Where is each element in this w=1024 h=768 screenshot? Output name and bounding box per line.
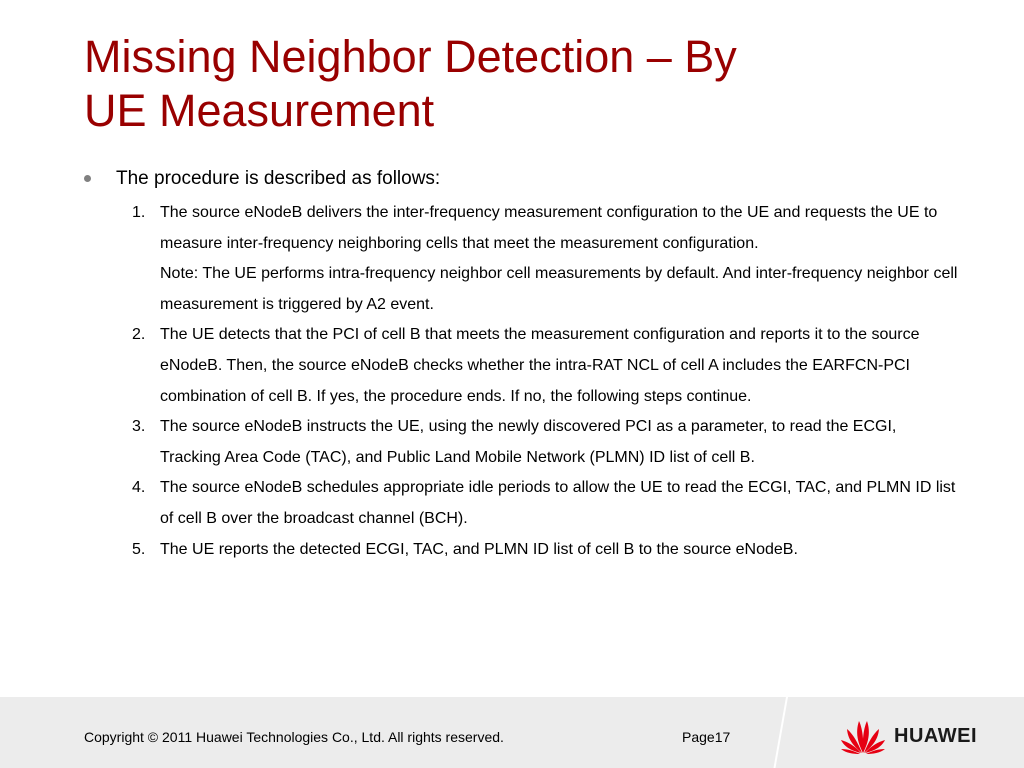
huawei-logo xyxy=(838,715,998,755)
page-number: Page17 xyxy=(682,729,731,745)
intro-text: The procedure is described as follows: xyxy=(116,168,441,189)
copyright-text: Copyright © 2011 Huawei Technologies Co., Ltd. All rights reserved. xyxy=(84,729,504,745)
step-text: The UE reports the detected ECGI, TAC, and PLMN ID list of cell B to the source eNodeB. xyxy=(160,540,798,558)
procedure-step-2 xyxy=(130,320,960,412)
step-number: 1. xyxy=(132,204,146,221)
procedure-step-1 xyxy=(130,198,960,320)
step-number: 5. xyxy=(132,540,146,558)
procedure-step-5 xyxy=(130,535,960,566)
step-number: 3. xyxy=(132,418,146,436)
step-text: The source eNodeB schedules appropriate idle periods to allow the UE to read the ECGI, TAC, and PLMN ID list of cell B over the broadcast channel (BCH). xyxy=(160,479,956,527)
procedure-steps-list xyxy=(130,198,960,565)
step-text: The source eNodeB delivers the inter-frequency measurement configuration to the UE and requests the UE to measure inter-frequency neighboring cells that meet the measurement configuration. xyxy=(160,204,938,252)
procedure-step-4 xyxy=(130,473,960,534)
huawei-logo-text: HUAWEI xyxy=(894,725,977,747)
slide-footer xyxy=(0,697,1024,768)
step-number: 4. xyxy=(132,479,146,497)
step-text: The UE detects that the PCI of cell B that meets the measurement configuration and reports it to the source eNodeB. Then, the source eNodeB checks whether the intra-RAT NCL of cell A includes the EARFCN-PCI combination of cell B. If yes, the procedure ends. If no, the following steps continue. xyxy=(160,326,920,405)
slide-title xyxy=(84,30,984,138)
step-note: Note: The UE performs intra-frequency neighbor cell measurements by default. And inter-frequency neighbor cell measurement is triggered by A2 event. xyxy=(160,265,958,313)
step-text: The source eNodeB instructs the UE, using the newly discovered PCI as a parameter, to read the ECGI, Tracking Area Code (TAC), and Public Land Mobile Network (PLMN) ID list of cell B. xyxy=(160,418,897,466)
procedure-step-3 xyxy=(130,412,960,473)
huawei-petal-logo-icon xyxy=(838,715,888,755)
bullet-dot-icon xyxy=(84,175,91,182)
step-number: 2. xyxy=(132,326,146,344)
slide-title-line1: Missing Neighbor Detection – By xyxy=(84,31,737,82)
footer-divider xyxy=(773,697,788,768)
slide-title-line2: UE Measurement xyxy=(84,85,435,136)
